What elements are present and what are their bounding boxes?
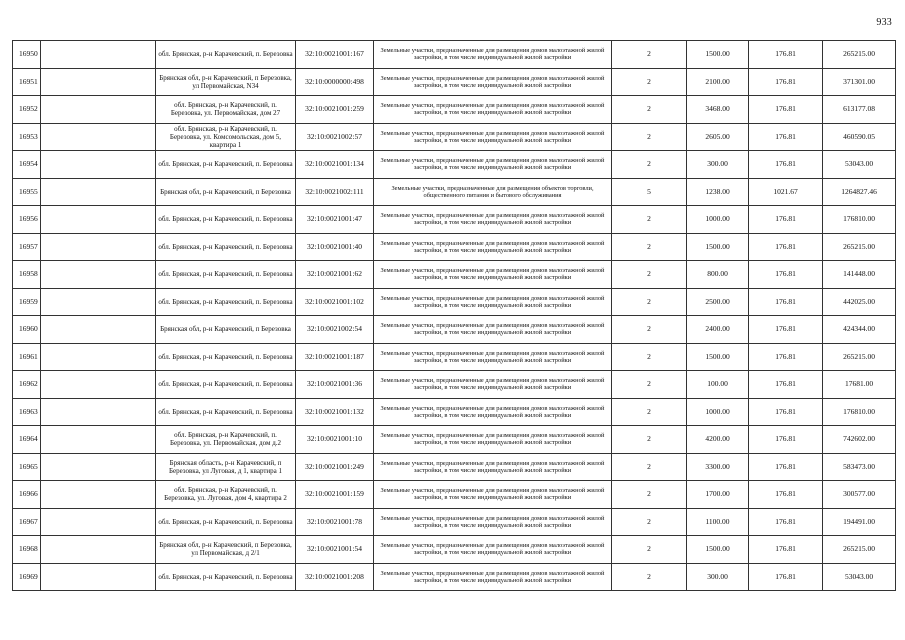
land-use-category-cell: Земельные участки, предназначенные для размещения домов малоэтажной жилой застройки, в том числе индивидуальной жилой застройки <box>374 123 612 151</box>
group-number-cell: 2 <box>612 453 687 481</box>
area-cell: 2500.00 <box>687 288 749 316</box>
area-cell: 1500.00 <box>687 536 749 564</box>
specific-value-cell: 176.81 <box>749 123 823 151</box>
group-number-cell: 2 <box>612 481 687 509</box>
land-use-category-cell: Земельные участки, предназначенные для размещения домов малоэтажной жилой застройки, в том числе индивидуальной жилой застройки <box>374 96 612 124</box>
cadastral-value-cell: 53043.00 <box>823 563 896 591</box>
row-spacer <box>41 41 156 69</box>
cadastral-number-cell: 32:10:0021001:159 <box>296 481 374 509</box>
cadastral-value-cell: 742602.00 <box>823 426 896 454</box>
group-number-cell: 5 <box>612 178 687 206</box>
area-cell: 300.00 <box>687 151 749 179</box>
cadastral-value-cell: 424344.00 <box>823 316 896 344</box>
group-number-cell: 2 <box>612 96 687 124</box>
area-cell: 1000.00 <box>687 206 749 234</box>
cadastral-value-cell: 613177.08 <box>823 96 896 124</box>
cadastral-value-cell: 53043.00 <box>823 151 896 179</box>
row-spacer <box>41 316 156 344</box>
row-spacer <box>41 68 156 96</box>
row-number: 16965 <box>13 453 41 481</box>
address-cell: обл. Брянская, р-н Карачевский, п. Березовка, ул. Луговая, дом 4, квартира 2 <box>156 481 296 509</box>
address-cell: обл. Брянская, р-н Карачевский, п. Березовка <box>156 398 296 426</box>
cadastral-value-cell: 300577.00 <box>823 481 896 509</box>
land-use-category-cell: Земельные участки, предназначенные для размещения домов малоэтажной жилой застройки, в том числе индивидуальной жилой застройки <box>374 371 612 399</box>
group-number-cell: 2 <box>612 123 687 151</box>
land-use-category-cell: Земельные участки, предназначенные для размещения домов малоэтажной жилой застройки, в том числе индивидуальной жилой застройки <box>374 233 612 261</box>
cadastral-value-cell: 583473.00 <box>823 453 896 481</box>
address-cell: обл. Брянская, р-н Карачевский, п. Березовка <box>156 151 296 179</box>
land-use-category-cell: Земельные участки, предназначенные для размещения домов малоэтажной жилой застройки, в том числе индивидуальной жилой застройки <box>374 536 612 564</box>
cadastral-number-cell: 32:10:0021001:259 <box>296 96 374 124</box>
row-number: 16969 <box>13 563 41 591</box>
group-number-cell: 2 <box>612 151 687 179</box>
row-spacer <box>41 508 156 536</box>
cadastral-number-cell: 32:10:0021001:62 <box>296 261 374 289</box>
row-number: 16957 <box>13 233 41 261</box>
row-spacer <box>41 481 156 509</box>
specific-value-cell: 176.81 <box>749 508 823 536</box>
cadastral-value-cell: 265215.00 <box>823 233 896 261</box>
table-row <box>13 316 896 344</box>
table-row <box>13 233 896 261</box>
cadastral-number-cell: 32:10:0000000:498 <box>296 68 374 96</box>
group-number-cell: 2 <box>612 41 687 69</box>
specific-value-cell: 176.81 <box>749 371 823 399</box>
row-spacer <box>41 563 156 591</box>
cadastral-value-cell: 460590.05 <box>823 123 896 151</box>
area-cell: 2400.00 <box>687 316 749 344</box>
area-cell: 2100.00 <box>687 68 749 96</box>
address-cell: обл. Брянская, р-н Карачевский, п. Березовка <box>156 563 296 591</box>
specific-value-cell: 176.81 <box>749 261 823 289</box>
specific-value-cell: 176.81 <box>749 426 823 454</box>
row-spacer <box>41 151 156 179</box>
row-number: 16953 <box>13 123 41 151</box>
land-use-category-cell: Земельные участки, предназначенные для размещения домов малоэтажной жилой застройки, в том числе индивидуальной жилой застройки <box>374 151 612 179</box>
group-number-cell: 2 <box>612 206 687 234</box>
row-number: 16963 <box>13 398 41 426</box>
group-number-cell: 2 <box>612 316 687 344</box>
specific-value-cell: 176.81 <box>749 481 823 509</box>
address-cell: обл. Брянская, р-н Карачевский, п. Березовка <box>156 233 296 261</box>
cadastral-number-cell: 32:10:0021001:102 <box>296 288 374 316</box>
specific-value-cell: 176.81 <box>749 453 823 481</box>
land-use-category-cell: Земельные участки, предназначенные для размещения домов малоэтажной жилой застройки, в том числе индивидуальной жилой застройки <box>374 41 612 69</box>
area-cell: 1700.00 <box>687 481 749 509</box>
specific-value-cell: 176.81 <box>749 151 823 179</box>
area-cell: 2605.00 <box>687 123 749 151</box>
cadastral-value-cell: 1264827.46 <box>823 178 896 206</box>
area-cell: 1238.00 <box>687 178 749 206</box>
table-row <box>13 536 896 564</box>
row-number: 16950 <box>13 41 41 69</box>
cadastral-number-cell: 32:10:0021001:54 <box>296 536 374 564</box>
group-number-cell: 2 <box>612 233 687 261</box>
group-number-cell: 2 <box>612 508 687 536</box>
cadastral-number-cell: 32:10:0021001:187 <box>296 343 374 371</box>
area-cell: 1500.00 <box>687 233 749 261</box>
specific-value-cell: 176.81 <box>749 316 823 344</box>
row-number: 16962 <box>13 371 41 399</box>
group-number-cell: 2 <box>612 426 687 454</box>
row-spacer <box>41 123 156 151</box>
row-spacer <box>41 206 156 234</box>
table-row <box>13 426 896 454</box>
group-number-cell: 2 <box>612 398 687 426</box>
row-number: 16958 <box>13 261 41 289</box>
address-cell: обл. Брянская, р-н Карачевский, п. Березовка, ул. Комсомольская, дом 5, квартира 1 <box>156 123 296 151</box>
row-spacer <box>41 233 156 261</box>
area-cell: 1500.00 <box>687 41 749 69</box>
land-use-category-cell: Земельные участки, предназначенные для размещения домов малоэтажной жилой застройки, в том числе индивидуальной жилой застройки <box>374 206 612 234</box>
row-number: 16966 <box>13 481 41 509</box>
table-row <box>13 68 896 96</box>
table-row <box>13 398 896 426</box>
land-use-category-cell: Земельные участки, предназначенные для размещения домов малоэтажной жилой застройки, в том числе индивидуальной жилой застройки <box>374 316 612 344</box>
table-row <box>13 453 896 481</box>
row-number: 16955 <box>13 178 41 206</box>
land-use-category-cell: Земельные участки, предназначенные для размещения домов малоэтажной жилой застройки, в том числе индивидуальной жилой застройки <box>374 481 612 509</box>
land-use-category-cell: Земельные участки, предназначенные для размещения домов малоэтажной жилой застройки, в том числе индивидуальной жилой застройки <box>374 261 612 289</box>
row-spacer <box>41 426 156 454</box>
cadastral-value-cell: 265215.00 <box>823 343 896 371</box>
area-cell: 3468.00 <box>687 96 749 124</box>
cadastral-number-cell: 32:10:0021001:249 <box>296 453 374 481</box>
cadastral-number-cell: 32:10:0021001:208 <box>296 563 374 591</box>
area-cell: 1000.00 <box>687 398 749 426</box>
specific-value-cell: 176.81 <box>749 68 823 96</box>
specific-value-cell: 176.81 <box>749 398 823 426</box>
row-number: 16959 <box>13 288 41 316</box>
specific-value-cell: 176.81 <box>749 96 823 124</box>
area-cell: 300.00 <box>687 563 749 591</box>
row-number: 16961 <box>13 343 41 371</box>
area-cell: 4200.00 <box>687 426 749 454</box>
row-number: 16967 <box>13 508 41 536</box>
specific-value-cell: 176.81 <box>749 343 823 371</box>
address-cell: обл. Брянская, р-н Карачевский, п. Березовка <box>156 288 296 316</box>
address-cell: обл. Брянская, р-н Карачевский, п. Березовка <box>156 261 296 289</box>
address-cell: обл. Брянская, р-н Карачевский, п. Березовка <box>156 206 296 234</box>
area-cell: 3300.00 <box>687 453 749 481</box>
cadastral-value-cell: 371301.00 <box>823 68 896 96</box>
cadastral-number-cell: 32:10:0021001:10 <box>296 426 374 454</box>
cadastral-value-cell: 176810.00 <box>823 206 896 234</box>
table-row <box>13 288 896 316</box>
group-number-cell: 2 <box>612 261 687 289</box>
land-use-category-cell: Земельные участки, предназначенные для размещения домов малоэтажной жилой застройки, в том числе индивидуальной жилой застройки <box>374 68 612 96</box>
cadastral-value-cell: 265215.00 <box>823 41 896 69</box>
table-row <box>13 41 896 69</box>
table-row <box>13 123 896 151</box>
land-use-category-cell: Земельные участки, предназначенные для размещения домов малоэтажной жилой застройки, в том числе индивидуальной жилой застройки <box>374 288 612 316</box>
cadastral-value-cell: 442025.00 <box>823 288 896 316</box>
address-cell: обл. Брянская, р-н Карачевский, п. Березовка <box>156 508 296 536</box>
group-number-cell: 2 <box>612 343 687 371</box>
address-cell: Брянская обл, р-н Карачевский, п Березовка <box>156 178 296 206</box>
group-number-cell: 2 <box>612 371 687 399</box>
table-row <box>13 178 896 206</box>
row-number: 16960 <box>13 316 41 344</box>
specific-value-cell: 176.81 <box>749 563 823 591</box>
land-use-category-cell: Земельные участки, предназначенные для размещения домов малоэтажной жилой застройки, в том числе индивидуальной жилой застройки <box>374 398 612 426</box>
cadastral-number-cell: 32:10:0021001:134 <box>296 151 374 179</box>
land-use-category-cell: Земельные участки, предназначенные для размещения домов малоэтажной жилой застройки, в том числе индивидуальной жилой застройки <box>374 343 612 371</box>
address-cell: Брянская обл, р-н Карачевский, п Березовка <box>156 316 296 344</box>
table-row <box>13 151 896 179</box>
row-spacer <box>41 343 156 371</box>
area-cell: 800.00 <box>687 261 749 289</box>
table-row <box>13 508 896 536</box>
land-use-category-cell: Земельные участки, предназначенные для размещения домов малоэтажной жилой застройки, в том числе индивидуальной жилой застройки <box>374 508 612 536</box>
row-spacer <box>41 261 156 289</box>
row-spacer <box>41 536 156 564</box>
row-number: 16954 <box>13 151 41 179</box>
row-number: 16956 <box>13 206 41 234</box>
address-cell: обл. Брянская, р-н Карачевский, п. Березовка <box>156 343 296 371</box>
address-cell: Брянская область, р-н Карачевский, п Березовка, ул Луговая, д 1, квартира 1 <box>156 453 296 481</box>
cadastral-number-cell: 32:10:0021002:54 <box>296 316 374 344</box>
row-spacer <box>41 96 156 124</box>
group-number-cell: 2 <box>612 68 687 96</box>
land-use-category-cell: Земельные участки, предназначенные для размещения домов малоэтажной жилой застройки, в том числе индивидуальной жилой застройки <box>374 426 612 454</box>
cadastral-value-table <box>12 40 896 591</box>
cadastral-number-cell: 32:10:0021001:167 <box>296 41 374 69</box>
table-row <box>13 343 896 371</box>
table-row <box>13 563 896 591</box>
group-number-cell: 2 <box>612 563 687 591</box>
address-cell: обл. Брянская, р-н Карачевский, п. Березовка <box>156 371 296 399</box>
row-spacer <box>41 398 156 426</box>
cadastral-number-cell: 32:10:0021001:132 <box>296 398 374 426</box>
area-cell: 1100.00 <box>687 508 749 536</box>
land-use-category-cell: Земельные участки, предназначенные для размещения домов малоэтажной жилой застройки, в том числе индивидуальной жилой застройки <box>374 563 612 591</box>
row-spacer <box>41 178 156 206</box>
cadastral-number-cell: 32:10:0021001:47 <box>296 206 374 234</box>
area-cell: 100.00 <box>687 371 749 399</box>
cadastral-number-cell: 32:10:0021002:57 <box>296 123 374 151</box>
cadastral-number-cell: 32:10:0021002:111 <box>296 178 374 206</box>
table-row <box>13 481 896 509</box>
address-cell: Брянская обл, р-н Карачевский, п Березовка, ул Первомайская, N34 <box>156 68 296 96</box>
specific-value-cell: 176.81 <box>749 288 823 316</box>
land-use-category-cell: Земельные участки, предназначенные для размещения объектов торговли, общественного питания и бытового обслуживания <box>374 178 612 206</box>
cadastral-value-cell: 265215.00 <box>823 536 896 564</box>
specific-value-cell: 1021.67 <box>749 178 823 206</box>
specific-value-cell: 176.81 <box>749 206 823 234</box>
address-cell: Брянская обл, р-н Карачевский, п Березовка, ул Первомайская, д 2/1 <box>156 536 296 564</box>
area-cell: 1500.00 <box>687 343 749 371</box>
row-spacer <box>41 453 156 481</box>
group-number-cell: 2 <box>612 288 687 316</box>
table-row <box>13 261 896 289</box>
cadastral-value-cell: 141448.00 <box>823 261 896 289</box>
cadastral-value-cell: 17681.00 <box>823 371 896 399</box>
row-number: 16951 <box>13 68 41 96</box>
group-number-cell: 2 <box>612 536 687 564</box>
row-spacer <box>41 288 156 316</box>
specific-value-cell: 176.81 <box>749 41 823 69</box>
row-number: 16952 <box>13 96 41 124</box>
cadastral-number-cell: 32:10:0021001:40 <box>296 233 374 261</box>
row-number: 16968 <box>13 536 41 564</box>
row-spacer <box>41 371 156 399</box>
table-row <box>13 96 896 124</box>
land-use-category-cell: Земельные участки, предназначенные для размещения домов малоэтажной жилой застройки, в том числе индивидуальной жилой застройки <box>374 453 612 481</box>
table-row <box>13 206 896 234</box>
address-cell: обл. Брянская, р-н Карачевский, п. Березовка, ул. Первомайская, дом д.2 <box>156 426 296 454</box>
cadastral-value-cell: 194491.00 <box>823 508 896 536</box>
cadastral-number-cell: 32:10:0021001:78 <box>296 508 374 536</box>
row-number: 16964 <box>13 426 41 454</box>
cadastral-value-cell: 176810.00 <box>823 398 896 426</box>
address-cell: обл. Брянская, р-н Карачевский, п. Березовка, ул. Первомайская, дом 27 <box>156 96 296 124</box>
specific-value-cell: 176.81 <box>749 233 823 261</box>
specific-value-cell: 176.81 <box>749 536 823 564</box>
table-row <box>13 371 896 399</box>
address-cell: обл. Брянская, р-н Карачевский, п. Березовка <box>156 41 296 69</box>
page-number: 933 <box>876 17 892 28</box>
cadastral-number-cell: 32:10:0021001:36 <box>296 371 374 399</box>
